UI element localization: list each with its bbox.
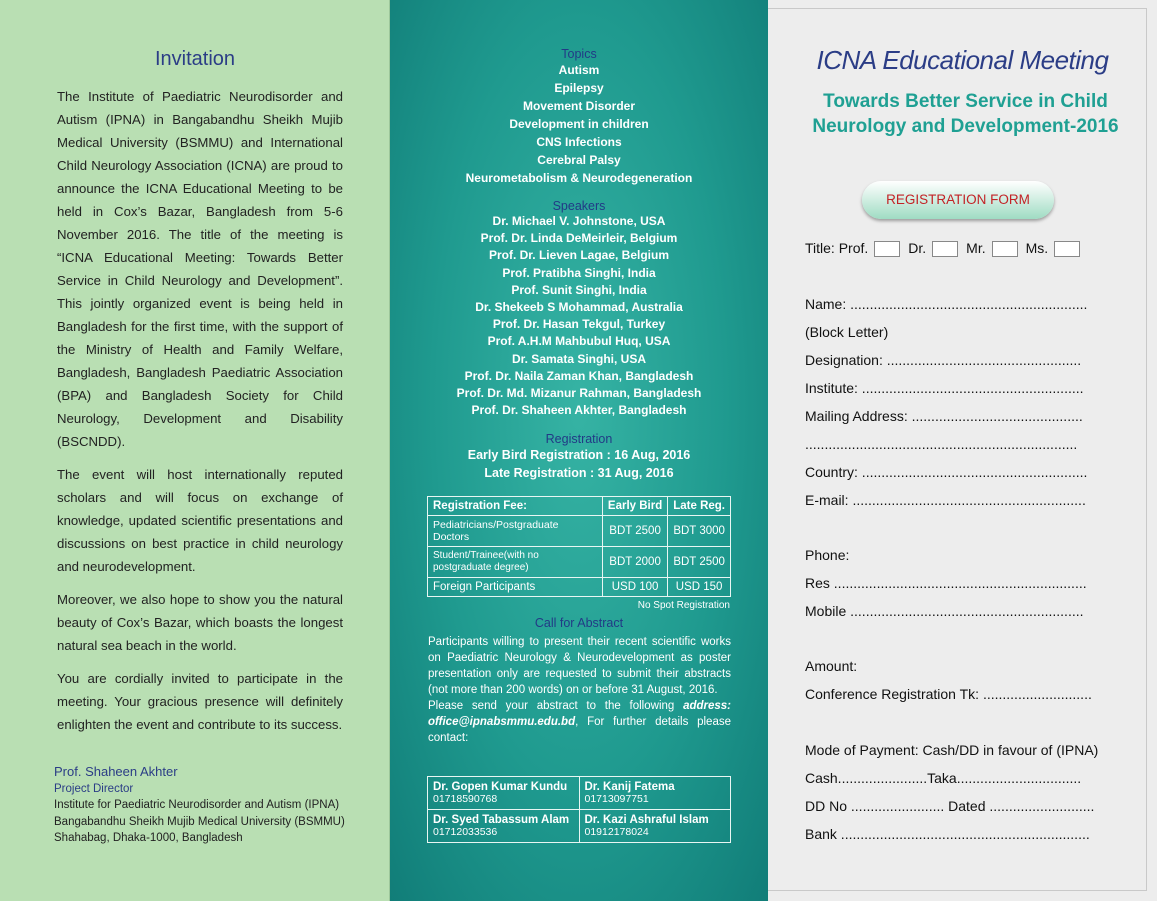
details-panel <box>390 0 768 901</box>
topic-item: Autism <box>558 63 600 77</box>
meeting-subtitle: Towards Better Service in Child Neurology and Development-2016 <box>812 91 1119 137</box>
table-row <box>428 516 731 547</box>
table-cell: BDT 2000 <box>602 547 667 578</box>
topic-item: Movement Disorder <box>522 99 636 113</box>
signatory-address-line: Shahabag, Dhaka-1000, Bangladesh <box>54 832 243 844</box>
meeting-title: ICNA Educational Meeting <box>816 45 1109 75</box>
signatory-address-line: Institute for Paediatric Neurodisorder and Autism (IPNA) <box>54 799 340 811</box>
speaker-item: Prof. Dr. Md. Mizanur Rahman, Bangladesh <box>456 386 702 401</box>
speaker-item: Prof. Dr. Linda DeMeirleir, Belgium <box>480 231 678 246</box>
no-spot-note: No Spot Registration <box>637 600 730 611</box>
send-suffix: , For further details please contact: <box>428 716 731 744</box>
registration-heading: Registration <box>545 432 613 446</box>
contact-name: Dr. Gopen Kumar Kundu <box>433 781 568 793</box>
contact-cell <box>428 810 580 843</box>
contact-cell <box>579 777 731 810</box>
contact-phone: 01712033536 <box>433 826 498 838</box>
signatory-role: Project Director <box>54 782 134 795</box>
dr-label: Dr. <box>908 240 927 256</box>
fee-table <box>427 496 731 597</box>
speaker-item: Dr. Michael V. Johnstone, USA <box>492 214 666 228</box>
speaker-item: Prof. Dr. Naila Zaman Khan, Bangladesh <box>464 368 694 383</box>
mobile-field[interactable]: Mobile ............................................................ <box>805 603 1084 619</box>
title-label: Title: Prof. <box>805 240 869 256</box>
conference-registration-field[interactable]: Conference Registration Tk: ............................ <box>805 686 1092 702</box>
block-letter-note: (Block Letter) <box>805 324 889 340</box>
speaker-item: Dr. Shekeeb S Mohammad, Australia <box>475 300 683 315</box>
speaker-item: Dr. Samata Singhi, USA <box>511 351 647 366</box>
table-cell: Pediatricians/Postgraduate Doctors <box>428 516 603 547</box>
bank-field[interactable]: Bank ................................................................ <box>805 826 1090 842</box>
payment-mode-label: Mode of Payment: Cash/DD in favour of (IPNA) <box>805 742 1099 758</box>
speaker-item: Prof. Sunit Singhi, India <box>511 282 647 297</box>
invitation-paragraph: The event will host internationally reputed scholars and will focus on exchange of knowledge, updated scientific presentations and discussions on best practice in child neurology and neurodevelopment. <box>57 467 343 574</box>
abstract-text-block <box>428 634 731 746</box>
abstract-text: Participants willing to present their recent scientific works on Paediatric Neurology & Neurodevelopment as poster presentation only are requested to submit their abstracts (not more than 200 words) on or before 31 August, 2016. <box>428 636 731 696</box>
table-row <box>428 777 731 810</box>
topics-heading: Topics <box>561 47 597 61</box>
contact-phone: 01713097751 <box>584 793 649 805</box>
prof-checkbox[interactable] <box>874 241 900 257</box>
topic-item: CNS Infections <box>536 135 622 149</box>
title-row <box>805 240 1088 257</box>
registration-section <box>390 432 768 482</box>
contact-name: Dr. Syed Tabassum Alam <box>433 814 570 826</box>
contact-phone: 01912178024 <box>584 826 649 838</box>
ms-label: Ms. <box>1025 240 1049 256</box>
country-field[interactable]: Country: .......................................................... <box>805 464 1088 480</box>
table-header-row <box>428 497 731 516</box>
topic-item: Development in children <box>509 117 649 131</box>
invitation-body <box>57 85 343 746</box>
registration-form-panel <box>768 0 1157 901</box>
topic-item: Epilepsy <box>554 81 604 95</box>
mr-checkbox[interactable] <box>992 241 1018 257</box>
table-row <box>428 547 731 578</box>
topics-section <box>390 47 768 187</box>
table-row <box>428 578 731 597</box>
speaker-item: Prof. Dr. Hasan Tekgul, Turkey <box>492 317 666 332</box>
speakers-section <box>390 199 768 419</box>
name-field[interactable]: Name: ............................................................. <box>805 296 1088 312</box>
signature-block <box>54 764 345 847</box>
mailing-address-field[interactable]: Mailing Address: ............................................ <box>805 408 1083 424</box>
table-cell: BDT 2500 <box>668 547 731 578</box>
send-instructions <box>428 698 731 746</box>
amount-label: Amount: <box>805 658 858 674</box>
institute-field[interactable]: Institute: ......................................................... <box>805 380 1084 396</box>
invitation-paragraph: You are cordially invited to participate in the meeting. Your gracious presence will definitely enlighten the event and contribute to its success. <box>57 671 343 732</box>
table-row <box>428 810 731 843</box>
res-phone-field[interactable]: Res ................................................................. <box>805 575 1087 591</box>
speakers-heading: Speakers <box>552 199 606 213</box>
contact-name: Dr. Kanij Fatema <box>584 781 675 793</box>
mailing-address-line2[interactable]: ...................................................................... <box>805 436 1078 452</box>
table-cell: Student/Trainee(with no postgraduate degree) <box>428 547 603 578</box>
contact-phone: 01718590768 <box>433 793 498 805</box>
registration-form-button[interactable]: REGISTRATION FORM <box>862 181 1054 219</box>
table-cell: USD 150 <box>668 578 731 597</box>
table-header: Late Reg. <box>668 497 731 516</box>
invitation-title: Invitation <box>154 48 236 70</box>
contact-cell <box>428 777 580 810</box>
contact-cell <box>579 810 731 843</box>
dd-field[interactable]: DD No ........................ Dated ........................... <box>805 798 1095 814</box>
speaker-item: Prof. Dr. Lieven Lagae, Belgium <box>488 248 670 263</box>
cash-field[interactable]: Cash.......................Taka................................ <box>805 770 1082 786</box>
contact-name: Dr. Kazi Ashraful Islam <box>584 814 709 826</box>
phone-label: Phone: <box>805 547 850 563</box>
table-cell: BDT 3000 <box>668 516 731 547</box>
address-label: address: <box>683 700 731 712</box>
invitation-panel <box>0 0 390 901</box>
speaker-item: Prof. Pratibha Singhi, India <box>502 265 656 280</box>
table-cell: BDT 2500 <box>602 516 667 547</box>
table-header: Registration Fee: <box>428 497 603 516</box>
signatory-name: Prof. Shaheen Akhter <box>54 764 178 779</box>
invitation-paragraph: The Institute of Paediatric Neurodisorder and Autism (IPNA) in Bangabandhu Sheikh Mujib Medical University (BSMMU) and International Child Neurology Association (ICNA) are proud to announce the ICNA Educational Meeting to be held in Cox’s Bazar, Bangladesh from 5-6 November 2016. The title of the meeting is “ICNA Educational Meeting: Towards Better Service in Child Neurology and Development”. This jointly organized event is being held in Bangladesh for the first time, with the support of the Ministry of Health and Family Welfare, Bangladesh, Bangladesh Paediatric Association (BPA) and Bangladesh Society for Child Neurology, Development and Disability (BSCNDD). <box>57 89 343 449</box>
ms-checkbox[interactable] <box>1054 241 1080 257</box>
speaker-item: Prof. A.H.M Mahbubul Huq, USA <box>487 334 671 349</box>
email-field[interactable]: E-mail: ............................................................ <box>805 492 1086 508</box>
topic-item: Neurometabolism & Neurodegeneration <box>465 171 693 185</box>
contact-email-link[interactable]: office@ipnabsmmu.edu.bd <box>428 716 576 728</box>
table-header: Early Bird <box>602 497 667 516</box>
table-cell: USD 100 <box>602 578 667 597</box>
contacts-table <box>427 776 731 843</box>
table-cell: Foreign Participants <box>428 578 603 597</box>
dr-checkbox[interactable] <box>932 241 958 257</box>
abstract-heading-wrap <box>390 616 768 630</box>
designation-field[interactable]: Designation: .................................................. <box>805 352 1082 368</box>
topic-item: Cerebral Palsy <box>537 153 621 167</box>
invitation-paragraph: Moreover, we also hope to show you the natural beauty of Cox’s Bazar, which boasts the longest natural sea beach in the world. <box>57 592 343 653</box>
speaker-item: Prof. Dr. Shaheen Akhter, Bangladesh <box>471 403 687 418</box>
mr-label: Mr. <box>966 240 986 256</box>
early-bird-deadline: Early Bird Registration : 16 Aug, 2016 <box>467 448 691 462</box>
late-deadline: Late Registration : 31 Aug, 2016 <box>484 466 674 480</box>
send-prefix: Please send your abstract to the following <box>428 700 675 712</box>
signatory-address-line: Bangabandhu Sheikh Mujib Medical University (BSMMU) <box>54 815 345 828</box>
abstract-heading: Call for Abstract <box>534 616 624 630</box>
